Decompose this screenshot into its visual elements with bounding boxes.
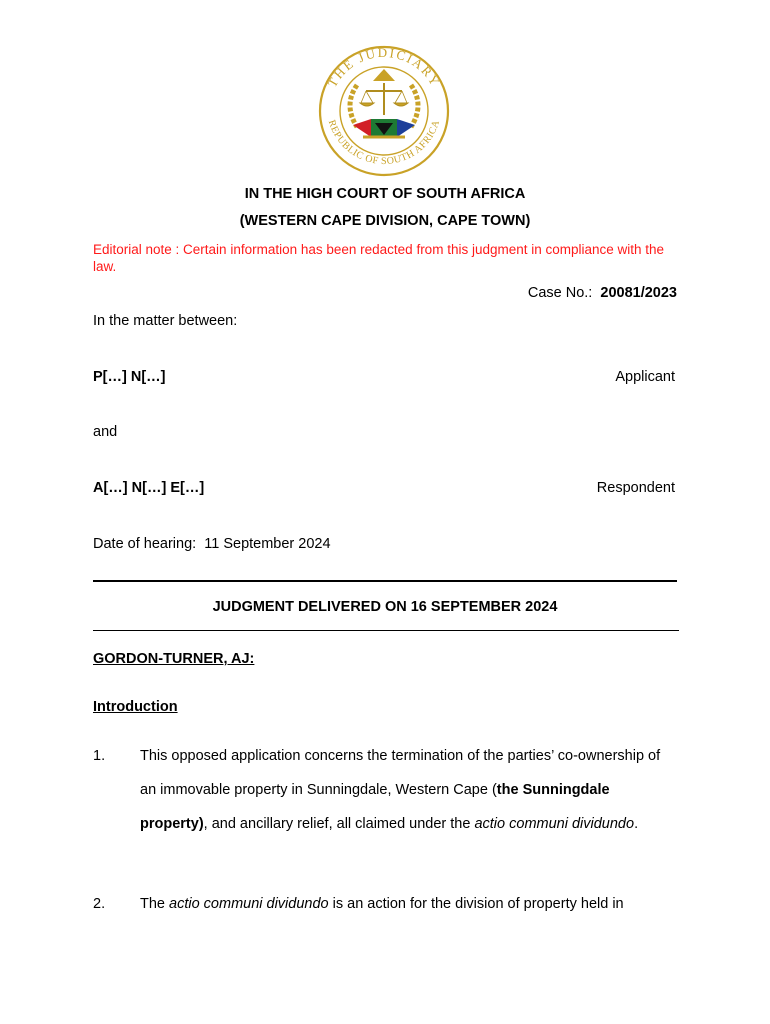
case-number-label: Case No.: — [527, 285, 593, 301]
seal-bottom-text: REPUBLIC OF SOUTH AFRICA — [325, 118, 443, 168]
matter-intro: In the matter between: — [93, 313, 238, 329]
divider-thick — [93, 580, 677, 582]
p1-text-e: . — [634, 816, 639, 832]
seal-wreath-right — [411, 85, 418, 127]
p1-latin-term: actio communi dividundo — [474, 816, 635, 832]
p2-text-c: is an action for the division of property held in — [328, 896, 624, 912]
applicant-role: Applicant — [615, 369, 675, 385]
divider-thin — [93, 630, 679, 631]
respondent-name: A[…] N[…] E[…] — [93, 480, 205, 496]
hearing-date-label: Date of hearing: — [93, 536, 197, 552]
respondent-row — [93, 480, 677, 496]
respondent-role: Respondent — [596, 480, 675, 496]
judiciary-seal — [313, 45, 455, 177]
hearing-date-line — [93, 536, 677, 552]
p1-text-c: , and ancillary relief, all claimed under the — [203, 816, 475, 832]
seal-sun — [373, 69, 395, 81]
seal-wreath-left — [350, 85, 357, 127]
judgment-title: JUDGMENT DELIVERED ON 16 SEPTEMBER 2024 — [212, 599, 558, 615]
case-number-value: 20081/2023 — [600, 285, 677, 301]
p1-text-a: This opposed application concerns the termination of the parties’ co-ownership of an immovable property in Sunningdale, Western Cape ( — [140, 748, 661, 798]
party-conjunction: and — [93, 424, 118, 440]
paragraph-number: 1. — [93, 748, 106, 764]
division-heading: (WESTERN CAPE DIVISION, CAPE TOWN) — [239, 213, 531, 229]
paragraph-2 — [93, 887, 678, 921]
seal-top-text: THE JUDICIARY — [324, 45, 444, 90]
hearing-date-value: 11 September 2024 — [204, 536, 331, 552]
p2-latin-term: actio communi dividundo — [169, 896, 329, 912]
judge-name: GORDON-TURNER, AJ: — [93, 651, 255, 667]
applicant-row — [93, 369, 677, 385]
paragraph-number: 2. — [93, 896, 106, 912]
applicant-name: P[…] N[…] — [93, 369, 166, 385]
court-heading: IN THE HIGH COURT OF SOUTH AFRICA — [244, 186, 526, 202]
paragraph-1 — [93, 739, 678, 841]
section-heading: Introduction — [93, 699, 178, 715]
case-number-line — [93, 285, 677, 301]
p2-text-a: The — [140, 896, 170, 912]
p1-defined-term: the Sunningdale property) — [140, 782, 610, 832]
editorial-note: Editorial note : Certain information has been redacted from this judgment in compliance with the law. — [93, 242, 665, 274]
